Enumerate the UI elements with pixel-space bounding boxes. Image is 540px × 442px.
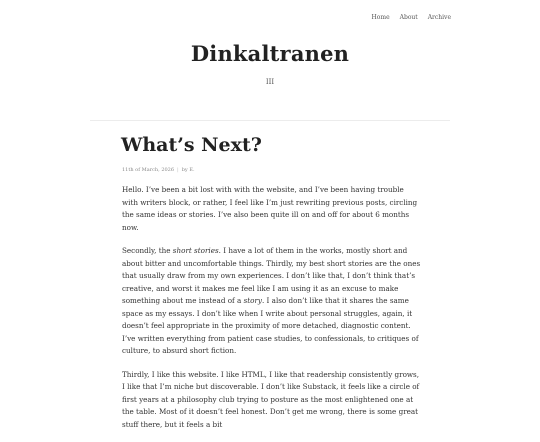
paragraph-2-text-b: . I have a lot of them in the works, mostly short and about bitter and uncomfortable things. Thirdly, my best short stories are the ones that usually draw from my own experiences. I don’t like that, I don’t think that’s creative, and worst it makes me feel like I am using it as an excuse to make something about me instead of a (122, 246, 421, 305)
post-paragraph-3: Thirdly, I like this website. I like HTML, I like that readership consistently grows, I like that I’m niche but discoverable. I don’t like Substack, it feels like a circle of first years at a philosophy club trying to posture as the most enlightened one at the table. Most of it doesn’t feel honest. Don’t get me wrong, there is some great stuff there, but it feels a bit (122, 369, 420, 429)
post-paragraph-1: Hello. I’ve been a bit lost with with the website, and I’ve been having trouble with writers block, or rather, I feel like I’m just rewriting previous posts, circling the same ideas or stories. I’ve also been quite ill on and off for about 6 months now. (122, 185, 418, 232)
post-meta (122, 167, 195, 173)
post-date: 11th of March, 2026 (122, 167, 175, 173)
post-body (122, 184, 422, 442)
site-subtitle: III (265, 78, 275, 86)
post-paragraph-2 (122, 245, 422, 358)
top-nav (372, 14, 451, 21)
emphasis-story: story (243, 296, 262, 305)
paragraph-2-text-c: . I also don’t like that it shares the same space as my essays. I don’t like when I write about personal struggles, again, it doesn’t feel appropriate in the proximity of more detached, diagnostic content. I’ve written everything from patient case studies, to confessionals, to critiques of culture, to absurd short fiction. (122, 296, 419, 355)
post-title: What’s Next? (121, 134, 262, 156)
post-author: by E. (181, 167, 195, 173)
emphasis-short-stories: short stories (172, 246, 219, 255)
paragraph-2-text-a: Secondly, the (122, 246, 173, 255)
site-title[interactable]: Dinkaltranen (190, 41, 350, 66)
nav-home-link[interactable]: Home (371, 14, 390, 21)
nav-archive-link[interactable]: Archive (427, 14, 451, 21)
meta-separator: | (177, 167, 179, 173)
header-divider (90, 120, 450, 121)
nav-about-link[interactable]: About (399, 14, 418, 21)
